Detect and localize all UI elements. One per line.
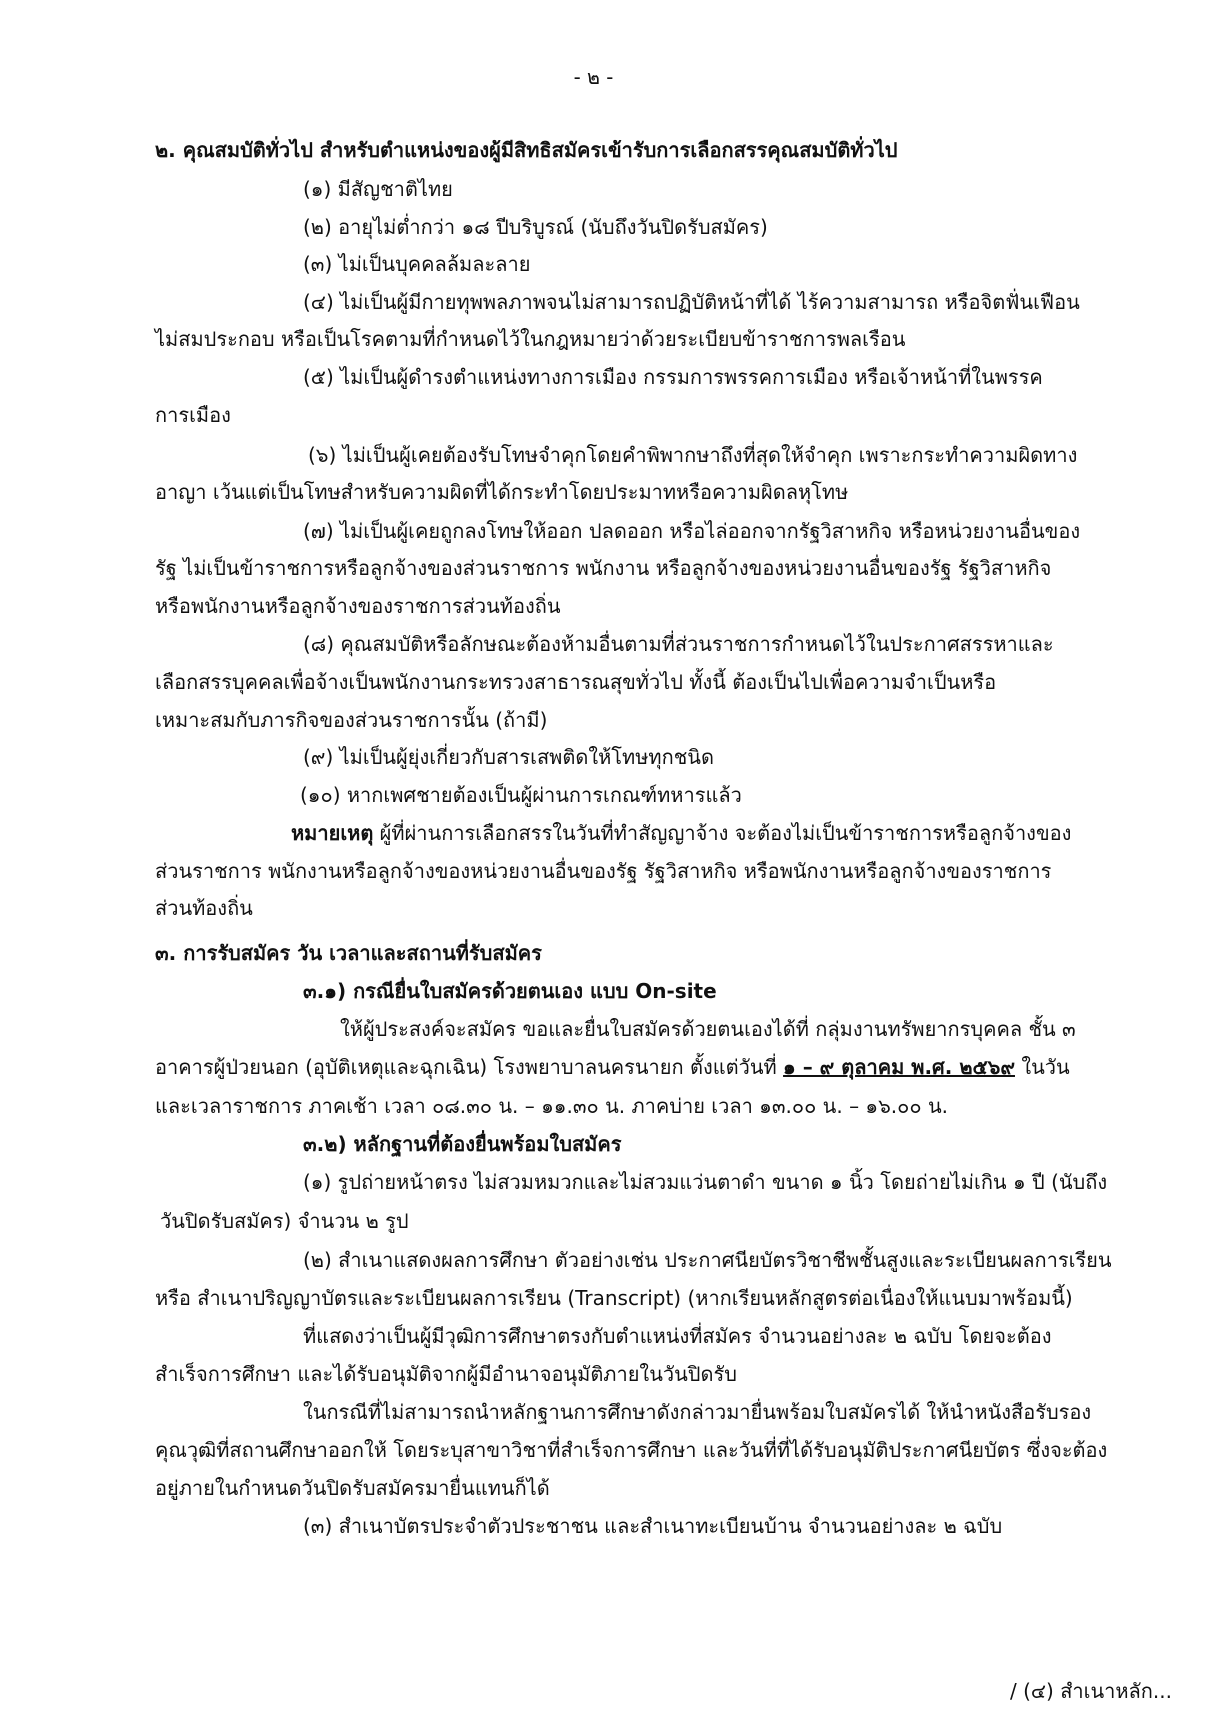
document-item-1: (๑) รูปถ่ายหน้าตรง ไม่สวมหมวกและไม่สวมแว่นตาดำ ขนาด ๑ นิ้ว โดยถ่ายไม่เกิน ๑ ปี (นับถึง: [303, 1170, 1108, 1194]
section-3-1-line-2: [155, 1052, 1070, 1082]
document-item-2-cont-3: สำเร็จการศึกษา และได้รับอนุมัติจากผู้มีอำนาจอนุมัติภายในวันปิดรับ: [155, 1362, 737, 1386]
section-3-1-line-2-end: ในวัน: [1014, 1055, 1070, 1079]
qualification-item-6: (๖) ไม่เป็นผู้เคยต้องรับโทษจำคุกโดยคำพิพากษาถึงที่สุดให้จำคุก เพราะกระทำความผิดทาง: [308, 443, 1078, 467]
section-3-1-line-2-text: อาคารผู้ป่วยนอก (อุบัติเหตุและฉุกเฉิน) โรงพยาบาลนครนายก ตั้งแต่วันที่: [155, 1055, 784, 1079]
qualification-item-5: (๕) ไม่เป็นผู้ดำรงตำแหน่งทางการเมือง กรรมการพรรคการเมือง หรือเจ้าหน้าที่ในพรรค: [303, 365, 1043, 389]
qualification-item-8: (๘) คุณสมบัติหรือลักษณะต้องห้ามอื่นตามที่ส่วนราชการกำหนดไว้ในประกาศสรรหาและ: [303, 632, 1054, 656]
note-line-1: [291, 818, 1071, 848]
document-item-2-alt-cont-1: คุณวุฒิที่สถานศึกษาออกให้ โดยระบุสาขาวิชาที่สำเร็จการศึกษา และวันที่ที่ได้รับอนุมัติประกาศนียบัตร ซึ่งจะต้อง: [155, 1438, 1108, 1462]
section-3-1-heading: ๓.๑) กรณียื่นใบสมัครด้วยตนเอง แบบ On-site: [303, 979, 717, 1003]
document-item-3: (๓) สำเนาบัตรประจำตัวประชาชน และสำเนาทะเบียนบ้าน จำนวนอย่างละ ๒ ฉบับ: [303, 1514, 1003, 1538]
continuation-footer: / (๔) สำเนาหลัก...: [1010, 1679, 1172, 1703]
qualification-item-3: (๓) ไม่เป็นบุคคลล้มละลาย: [303, 252, 531, 276]
qualification-item-8-cont-1: เลือกสรรบุคคลเพื่อจ้างเป็นพนักงานกระทรวงสาธารณสุขทั่วไป ทั้งนี้ ต้องเป็นไปเพื่อความจำเป็นหรือ: [155, 670, 997, 694]
section-3-1-line-3: และเวลาราชการ ภาคเช้า เวลา ๐๘.๓๐ น. – ๑๑.๓๐ น. ภาคบ่าย เวลา ๑๓.๐๐ น. – ๑๖.๐๐ น.: [155, 1094, 948, 1118]
qualification-item-9: (๙) ไม่เป็นผู้ยุ่งเกี่ยวกับสารเสพติดให้โทษทุกชนิด: [303, 745, 714, 769]
qualification-item-7-cont-2: หรือพนักงานหรือลูกจ้างของราชการส่วนท้องถิ่น: [155, 594, 561, 618]
qualification-item-4: (๔) ไม่เป็นผู้มีกายทุพพลภาพจนไม่สามารถปฏิบัติหน้าที่ได้ ไร้ความสามารถ หรือจิตฟั่นเฟือน: [303, 290, 1080, 314]
qualification-item-2: (๒) อายุไม่ต่ำกว่า ๑๘ ปีบริบูรณ์ (นับถึงวันปิดรับสมัคร): [303, 215, 768, 239]
qualification-item-7: (๗) ไม่เป็นผู้เคยถูกลงโทษให้ออก ปลดออก หรือไล่ออกจากรัฐวิสาหกิจ หรือหน่วยงานอื่นของ: [303, 519, 1081, 543]
note-text: ผู้ที่ผ่านการเลือกสรรในวันที่ทำสัญญาจ้าง จะต้องไม่เป็นข้าราชการหรือลูกจ้างของ: [373, 821, 1072, 845]
section-3-heading: ๓. การรับสมัคร วัน เวลาและสถานที่รับสมัคร: [155, 941, 542, 965]
document-item-2: (๒) สำเนาแสดงผลการศึกษา ตัวอย่างเช่น ประกาศนียบัตรวิชาชีพชั้นสูงและระเบียนผลการเรียน: [303, 1248, 1112, 1272]
document-item-1-cont: วันปิดรับสมัคร) จำนวน ๒ รูป: [160, 1209, 409, 1233]
note-line-2: ส่วนราชการ พนักงานหรือลูกจ้างของหน่วยงานอื่นของรัฐ รัฐวิสาหกิจ หรือพนักงานหรือลูกจ้างของราชการ: [155, 859, 1052, 883]
qualification-item-6-cont: อาญา เว้นแต่เป็นโทษสำหรับความผิดที่ได้กระทำโดยประมาทหรือความผิดลหุโทษ: [155, 480, 849, 504]
page-number: - ๒ -: [573, 65, 614, 89]
qualification-item-7-cont-1: รัฐ ไม่เป็นข้าราชการหรือลูกจ้างของส่วนราชการ พนักงาน หรือลูกจ้างของหน่วยงานอื่นของรัฐ รัฐวิสาหกิจ: [155, 556, 1052, 580]
qualification-item-10: (๑๐) หากเพศชายต้องเป็นผู้ผ่านการเกณฑ์ทหารแล้ว: [300, 783, 742, 807]
document-item-2-cont-2: ที่แสดงว่าเป็นผู้มีวุฒิการศึกษาตรงกับตำแหน่งที่สมัคร จำนวนอย่างละ ๒ ฉบับ โดยจะต้อง: [303, 1324, 1052, 1348]
note-label: หมายเหตุ: [291, 821, 374, 845]
qualification-item-8-cont-2: เหมาะสมกับภารกิจของส่วนราชการนั้น (ถ้ามี): [155, 708, 548, 732]
qualification-item-1: (๑) มีสัญชาติไทย: [303, 177, 453, 201]
note-line-3: ส่วนท้องถิ่น: [155, 896, 253, 920]
section-3-2-heading: ๓.๒) หลักฐานที่ต้องยื่นพร้อมใบสมัคร: [303, 1132, 622, 1156]
section-3-1-line-1: ให้ผู้ประสงค์จะสมัคร ขอและยื่นใบสมัครด้วยตนเองได้ที่ กลุ่มงานทรัพยากรบุคคล ชั้น ๓: [340, 1017, 1076, 1041]
qualification-item-4-cont: ไม่สมประกอบ หรือเป็นโรคตามที่กำหนดไว้ในกฎหมายว่าด้วยระเบียบข้าราชการพลเรือน: [155, 327, 906, 351]
document-item-2-alt-cont-2: อยู่ภายในกำหนดวันปิดรับสมัครมายื่นแทนก็ได้: [155, 1476, 550, 1500]
qualification-item-5-cont: การเมือง: [155, 403, 231, 427]
document-item-2-cont-1: หรือ สำเนาปริญญาบัตรและระเบียนผลการเรียน (Transcript) (หากเรียนหลักสูตรต่อเนื่องให้แนบมาพร้อมนี้): [155, 1286, 1073, 1310]
application-date-range: ๑ – ๙ ตุลาคม พ.ศ. ๒๕๖๙: [783, 1055, 1015, 1079]
section-2-heading: ๒. คุณสมบัติทั่วไป สำหรับตำแหน่งของผู้มีสิทธิสมัครเข้ารับการเลือกสรรคุณสมบัติทั่วไป: [155, 138, 898, 162]
document-item-2-alt: ในกรณีที่ไม่สามารถนำหลักฐานการศึกษาดังกล่าวมายื่นพร้อมใบสมัครได้ ให้นำหนังสือรับรอง: [303, 1400, 1092, 1424]
